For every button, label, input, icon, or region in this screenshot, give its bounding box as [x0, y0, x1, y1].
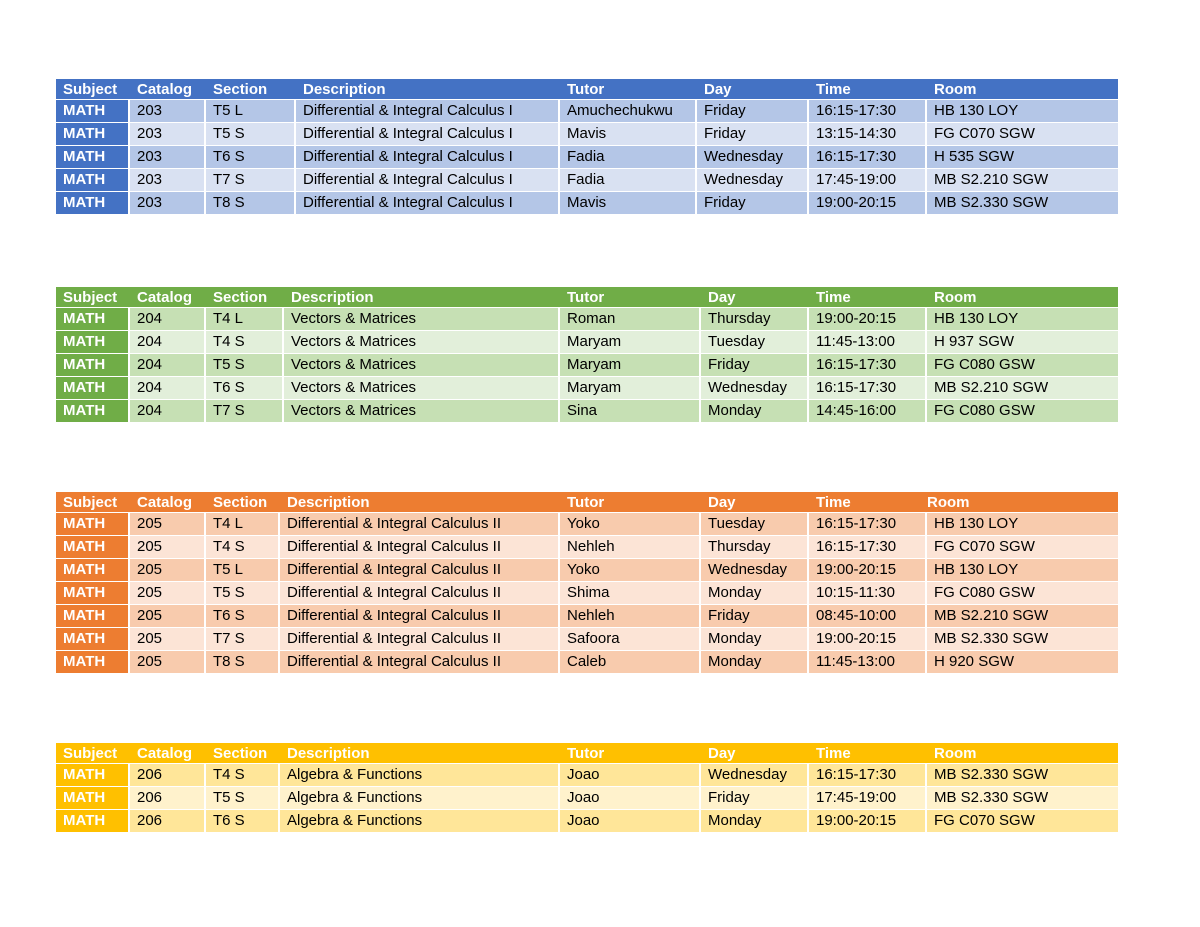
column-header-description: Description [287, 745, 370, 762]
cell-description: Algebra & Functions [280, 764, 560, 786]
column-header-subject: Subject [63, 745, 118, 762]
cell-day: Wednesday [701, 377, 809, 399]
cell-room: MB S2.330 SGW [927, 628, 1118, 650]
schedule-table-math-204 [56, 287, 1118, 423]
table-row [56, 582, 1118, 605]
table-header-row [56, 743, 1118, 764]
column-header-room: Room [934, 289, 977, 306]
cell-description: Vectors & Matrices [284, 400, 560, 422]
cell-section: T6 S [206, 605, 280, 627]
cell-description: Differential & Integral Calculus II [280, 582, 560, 604]
cell-section: T8 S [206, 651, 280, 673]
cell-subject: MATH [56, 192, 130, 214]
column-header-catalog: Catalog [137, 81, 193, 98]
cell-room: FG C080 GSW [927, 354, 1118, 376]
cell-description: Differential & Integral Calculus II [280, 513, 560, 535]
cell-time: 16:15-17:30 [809, 536, 927, 558]
column-header-time: Time [816, 289, 851, 306]
cell-tutor: Shima [560, 582, 701, 604]
cell-description: Differential & Integral Calculus II [280, 559, 560, 581]
column-header-section: Section [213, 81, 268, 98]
cell-room: H 920 SGW [927, 651, 1118, 673]
table-row [56, 605, 1118, 628]
cell-tutor: Maryam [560, 331, 701, 353]
cell-day: Tuesday [701, 513, 809, 535]
cell-description: Algebra & Functions [280, 810, 560, 832]
column-header-description: Description [287, 494, 370, 511]
cell-day: Friday [701, 787, 809, 809]
schedule-table-math-203 [56, 79, 1118, 215]
table-row [56, 628, 1118, 651]
column-header-tutor: Tutor [567, 494, 605, 511]
cell-room: MB S2.330 SGW [927, 764, 1118, 786]
cell-tutor: Fadia [560, 146, 697, 168]
cell-catalog: 205 [130, 513, 206, 535]
cell-time: 17:45-19:00 [809, 169, 927, 191]
cell-section: T6 S [206, 810, 280, 832]
cell-subject: MATH [56, 764, 130, 786]
column-header-tutor: Tutor [567, 745, 605, 762]
cell-day: Monday [701, 628, 809, 650]
cell-subject: MATH [56, 513, 130, 535]
column-header-day: Day [704, 81, 732, 98]
cell-day: Friday [701, 354, 809, 376]
cell-subject: MATH [56, 400, 130, 422]
cell-time: 10:15-11:30 [809, 582, 927, 604]
column-header-room: Room [934, 745, 977, 762]
column-header-subject: Subject [63, 81, 118, 98]
cell-section: T5 L [206, 100, 296, 122]
cell-catalog: 203 [130, 169, 206, 191]
cell-room: H 937 SGW [927, 331, 1118, 353]
cell-room: MB S2.330 SGW [927, 787, 1118, 809]
cell-room: FG C070 SGW [927, 536, 1118, 558]
cell-description: Differential & Integral Calculus II [280, 605, 560, 627]
cell-description: Differential & Integral Calculus I [296, 192, 560, 214]
cell-catalog: 205 [130, 628, 206, 650]
cell-day: Wednesday [701, 559, 809, 581]
cell-day: Friday [701, 605, 809, 627]
cell-catalog: 204 [130, 377, 206, 399]
cell-subject: MATH [56, 377, 130, 399]
cell-subject: MATH [56, 559, 130, 581]
table-row [56, 100, 1118, 123]
cell-time: 16:15-17:30 [809, 764, 927, 786]
table-row [56, 536, 1118, 559]
table-row [56, 651, 1118, 674]
cell-room: HB 130 LOY [927, 513, 1118, 535]
column-header-time: Time [816, 81, 851, 98]
column-header-time: Time [816, 745, 851, 762]
cell-catalog: 206 [130, 810, 206, 832]
column-header-subject: Subject [63, 494, 118, 511]
cell-day: Wednesday [701, 764, 809, 786]
cell-description: Differential & Integral Calculus I [296, 100, 560, 122]
table-row [56, 400, 1118, 423]
column-header-section: Section [213, 745, 268, 762]
cell-description: Algebra & Functions [280, 787, 560, 809]
cell-time: 16:15-17:30 [809, 146, 927, 168]
cell-catalog: 204 [130, 400, 206, 422]
cell-room: HB 130 LOY [927, 308, 1118, 330]
table-row [56, 810, 1118, 833]
cell-description: Vectors & Matrices [284, 377, 560, 399]
table-row [56, 146, 1118, 169]
cell-room: FG C070 SGW [927, 810, 1118, 832]
cell-subject: MATH [56, 651, 130, 673]
column-header-room: Room [934, 81, 977, 98]
cell-time: 11:45-13:00 [809, 331, 927, 353]
cell-time: 19:00-20:15 [809, 810, 927, 832]
cell-day: Monday [701, 400, 809, 422]
cell-catalog: 205 [130, 559, 206, 581]
cell-time: 08:45-10:00 [809, 605, 927, 627]
table-header-row [56, 287, 1118, 308]
cell-catalog: 205 [130, 582, 206, 604]
cell-section: T4 L [206, 308, 284, 330]
cell-subject: MATH [56, 628, 130, 650]
table-row [56, 169, 1118, 192]
cell-section: T5 S [206, 354, 284, 376]
cell-section: T7 S [206, 169, 296, 191]
column-header-room: Room [927, 494, 970, 511]
cell-tutor: Maryam [560, 354, 701, 376]
cell-room: HB 130 LOY [927, 100, 1118, 122]
column-header-tutor: Tutor [567, 81, 605, 98]
table-row [56, 308, 1118, 331]
cell-tutor: Caleb [560, 651, 701, 673]
cell-catalog: 203 [130, 192, 206, 214]
cell-subject: MATH [56, 810, 130, 832]
table-row [56, 787, 1118, 810]
cell-catalog: 203 [130, 100, 206, 122]
schedule-table-math-206 [56, 743, 1118, 833]
cell-section: T8 S [206, 192, 296, 214]
cell-description: Differential & Integral Calculus II [280, 536, 560, 558]
cell-tutor: Joao [560, 764, 701, 786]
column-header-description: Description [303, 81, 386, 98]
cell-time: 14:45-16:00 [809, 400, 927, 422]
cell-time: 19:00-20:15 [809, 192, 927, 214]
cell-time: 19:00-20:15 [809, 559, 927, 581]
cell-subject: MATH [56, 787, 130, 809]
cell-section: T6 S [206, 377, 284, 399]
cell-catalog: 206 [130, 787, 206, 809]
column-header-catalog: Catalog [137, 745, 193, 762]
cell-tutor: Yoko [560, 513, 701, 535]
cell-section: T4 S [206, 331, 284, 353]
table-header-row [56, 79, 1118, 100]
cell-tutor: Joao [560, 787, 701, 809]
cell-tutor: Amuchechukwu [560, 100, 697, 122]
column-header-section: Section [213, 289, 268, 306]
cell-subject: MATH [56, 536, 130, 558]
cell-description: Vectors & Matrices [284, 331, 560, 353]
cell-section: T6 S [206, 146, 296, 168]
cell-room: MB S2.210 SGW [927, 605, 1118, 627]
cell-subject: MATH [56, 354, 130, 376]
table-row [56, 559, 1118, 582]
column-header-day: Day [708, 494, 736, 511]
cell-tutor: Nehleh [560, 536, 701, 558]
cell-tutor: Roman [560, 308, 701, 330]
cell-section: T4 L [206, 513, 280, 535]
cell-subject: MATH [56, 308, 130, 330]
cell-subject: MATH [56, 123, 130, 145]
cell-section: T5 S [206, 123, 296, 145]
cell-time: 16:15-17:30 [809, 377, 927, 399]
cell-catalog: 205 [130, 536, 206, 558]
cell-day: Thursday [701, 536, 809, 558]
column-header-section: Section [213, 494, 268, 511]
cell-room: FG C070 SGW [927, 123, 1118, 145]
cell-subject: MATH [56, 605, 130, 627]
cell-subject: MATH [56, 100, 130, 122]
cell-description: Differential & Integral Calculus II [280, 651, 560, 673]
cell-day: Friday [697, 123, 809, 145]
cell-time: 16:15-17:30 [809, 100, 927, 122]
cell-time: 11:45-13:00 [809, 651, 927, 673]
cell-time: 13:15-14:30 [809, 123, 927, 145]
cell-tutor: Nehleh [560, 605, 701, 627]
cell-catalog: 205 [130, 605, 206, 627]
cell-room: HB 130 LOY [927, 559, 1118, 581]
cell-description: Differential & Integral Calculus I [296, 123, 560, 145]
cell-catalog: 205 [130, 651, 206, 673]
cell-section: T5 L [206, 559, 280, 581]
cell-tutor: Mavis [560, 192, 697, 214]
cell-catalog: 204 [130, 331, 206, 353]
cell-subject: MATH [56, 331, 130, 353]
column-header-subject: Subject [63, 289, 118, 306]
cell-section: T7 S [206, 400, 284, 422]
column-header-day: Day [708, 289, 736, 306]
cell-room: H 535 SGW [927, 146, 1118, 168]
cell-catalog: 204 [130, 308, 206, 330]
cell-day: Monday [701, 810, 809, 832]
cell-description: Vectors & Matrices [284, 354, 560, 376]
cell-catalog: 206 [130, 764, 206, 786]
cell-day: Monday [701, 651, 809, 673]
cell-day: Tuesday [701, 331, 809, 353]
cell-section: T7 S [206, 628, 280, 650]
cell-time: 17:45-19:00 [809, 787, 927, 809]
cell-description: Differential & Integral Calculus I [296, 169, 560, 191]
table-row [56, 377, 1118, 400]
cell-time: 16:15-17:30 [809, 354, 927, 376]
cell-description: Differential & Integral Calculus II [280, 628, 560, 650]
cell-tutor: Sina [560, 400, 701, 422]
table-row [56, 764, 1118, 787]
cell-time: 19:00-20:15 [809, 628, 927, 650]
column-header-catalog: Catalog [137, 494, 193, 511]
cell-section: T4 S [206, 764, 280, 786]
cell-day: Wednesday [697, 169, 809, 191]
column-header-catalog: Catalog [137, 289, 193, 306]
column-header-time: Time [816, 494, 851, 511]
cell-room: FG C080 GSW [927, 582, 1118, 604]
cell-tutor: Maryam [560, 377, 701, 399]
cell-tutor: Safoora [560, 628, 701, 650]
cell-tutor: Mavis [560, 123, 697, 145]
table-row [56, 513, 1118, 536]
cell-room: MB S2.330 SGW [927, 192, 1118, 214]
cell-day: Wednesday [697, 146, 809, 168]
table-row [56, 192, 1118, 215]
table-row [56, 123, 1118, 146]
schedule-table-math-205 [56, 492, 1118, 674]
cell-tutor: Joao [560, 810, 701, 832]
cell-subject: MATH [56, 169, 130, 191]
cell-time: 16:15-17:30 [809, 513, 927, 535]
cell-subject: MATH [56, 582, 130, 604]
cell-catalog: 203 [130, 123, 206, 145]
column-header-day: Day [708, 745, 736, 762]
cell-catalog: 203 [130, 146, 206, 168]
table-row [56, 331, 1118, 354]
cell-catalog: 204 [130, 354, 206, 376]
cell-room: FG C080 GSW [927, 400, 1118, 422]
table-header-row [56, 492, 1118, 513]
cell-section: T5 S [206, 582, 280, 604]
cell-section: T4 S [206, 536, 280, 558]
cell-day: Friday [697, 100, 809, 122]
cell-room: MB S2.210 SGW [927, 377, 1118, 399]
cell-day: Monday [701, 582, 809, 604]
cell-subject: MATH [56, 146, 130, 168]
cell-room: MB S2.210 SGW [927, 169, 1118, 191]
cell-description: Differential & Integral Calculus I [296, 146, 560, 168]
cell-day: Thursday [701, 308, 809, 330]
table-row [56, 354, 1118, 377]
cell-description: Vectors & Matrices [284, 308, 560, 330]
cell-section: T5 S [206, 787, 280, 809]
cell-tutor: Yoko [560, 559, 701, 581]
column-header-tutor: Tutor [567, 289, 605, 306]
cell-tutor: Fadia [560, 169, 697, 191]
cell-day: Friday [697, 192, 809, 214]
cell-time: 19:00-20:15 [809, 308, 927, 330]
column-header-description: Description [291, 289, 374, 306]
